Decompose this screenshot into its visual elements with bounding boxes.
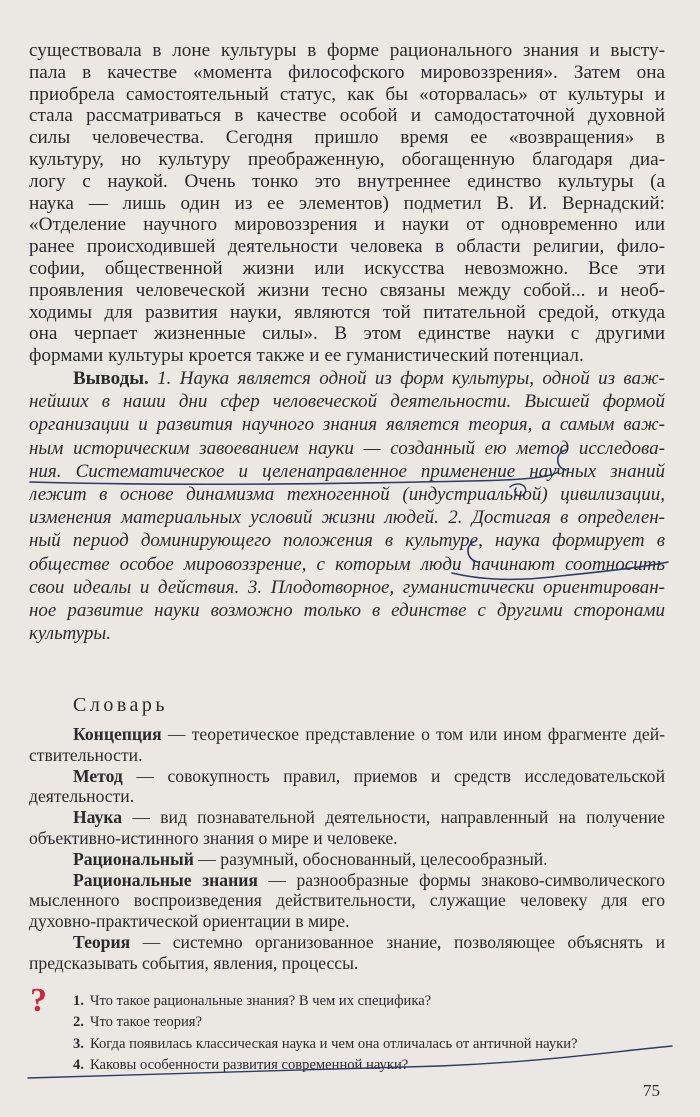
question-mark-icon: ? (30, 982, 47, 1019)
text-line: обществе особое мировоззрение, с которым люди начинают соотносить (29, 553, 665, 575)
glossary-term: Рациональный (73, 848, 194, 869)
text-line: ствительности. (29, 744, 143, 765)
text-line: стала рассматриваться в качестве особой и самодостаточной духовной (29, 105, 665, 127)
text-line: формами культуры кроется также и ее гуманистический потенциал. (29, 345, 584, 367)
conclusions-paragraph (29, 367, 665, 645)
text-line: приобрела самостоятельный статус, как бы «оторвалась» от культуры и (29, 83, 665, 105)
text-line: силы человечества. Сегодня пришло время ее «возвращения» в (29, 127, 665, 149)
glossary-term: Теория (73, 931, 131, 952)
glossary-definition: — разумный, обоснованный, целесообразный. (193, 848, 548, 869)
glossary-definition: — совокупность правил, приемов и средств исследовательской (122, 765, 665, 786)
glossary-definition: — вид познавательной деятельности, направленный на получение (122, 807, 665, 828)
text-line: существовала в лоне культуры в форме рационального знания и высту- (29, 40, 665, 61)
glossary-term: Метод (73, 765, 123, 786)
glossary-entry (29, 807, 665, 828)
conclusions-first-line (29, 367, 665, 390)
glossary-definition: — разнообразные формы знаково-символического (257, 869, 665, 890)
conclusions-text: 1. Наука является одной из форм культуры, одной из важ- (148, 368, 665, 389)
question-text: Что такое рациональные знания? В чем их специфика? (89, 993, 432, 1009)
question-item (73, 1034, 673, 1055)
text-line: объективно-истинного знания о мире и человеке. (29, 827, 398, 848)
review-questions (73, 991, 673, 1076)
text-line: ходимы для развития науки, являются той питательной средой, откуда (29, 301, 665, 323)
text-line: «Отделение научного мировоззрения и науки от одновременно или (29, 214, 665, 236)
glossary-entry (29, 724, 665, 745)
text-line: софии, общественной жизни или искусства невозможно. Все эти (29, 257, 665, 279)
text-line: проявления человеческой жизни тесно связаны между собой... и необ- (29, 279, 665, 301)
glossary (29, 724, 665, 974)
conclusions-label: Выводы. (73, 368, 149, 389)
text-line: нейших в наши дни сфер человеческой деятельности. Высшей формой (29, 391, 665, 413)
text-line: ния. Систематическое и целенаправленное применение научных знаний (29, 460, 665, 482)
glossary-term: Концепция (73, 724, 162, 744)
text-line: ранее происходившей деятельности человека в области религии, фило- (29, 236, 665, 258)
question-number: 4. (73, 1056, 84, 1073)
question-number: 3. (73, 1035, 84, 1052)
glossary-title: Словарь (73, 694, 168, 716)
text-line: ное развитие науки возможно только в единстве с другими сторонами (29, 599, 665, 621)
glossary-definition: — теоретическое представление о том или ином фрагменте дей- (161, 724, 665, 744)
glossary-entry (29, 849, 665, 870)
text-line: она черпает жизненные силы». В этом единстве науки с другими (29, 323, 665, 345)
glossary-entry (29, 932, 665, 953)
text-line: мысленного воспроизведения действительности, служащие человеку для его (29, 890, 665, 911)
text-line: пала в качестве «момента философского мировоззрения». Затем она (29, 61, 665, 83)
question-text: Что такое теория? (89, 1014, 202, 1031)
text-line: ным историческим завоеванием науки — созданный ею метод исследова- (29, 437, 665, 459)
question-number: 1. (73, 993, 84, 1009)
text-line: изменения материальных условий жизни людей. 2. Достигая в определен- (29, 507, 665, 529)
text-line: свои идеалы и действия. 3. Плодотворное, гуманистически ориентирован- (29, 576, 665, 598)
page-number: 75 (643, 1081, 660, 1100)
text-line: логу с наукой. Очень тонко это внутреннее единство культуры (а (29, 170, 665, 192)
question-number: 2. (73, 1014, 84, 1031)
question-item (73, 991, 673, 1012)
text-line: духовно-практической ориентации в мире. (29, 911, 350, 932)
text-line: предсказывать события, явления, процессы. (29, 952, 359, 973)
question-item (73, 1055, 673, 1076)
question-text: Каковы особенности развития современной науки? (89, 1056, 409, 1073)
glossary-entry (29, 766, 665, 787)
text-line: ный период доминирующего положения в культуре, наука формирует в (29, 530, 665, 552)
text-line: организации и развития научного знания является теория, а самым важ- (29, 414, 665, 436)
intro-paragraph (29, 40, 665, 367)
text-line: деятельности. (29, 786, 135, 807)
text-line: наука — лишь один из ее элементов) подметил В. И. Вернадский: (29, 192, 665, 214)
question-item (73, 1012, 673, 1033)
text-line: лежит в основе динамизма техногенной (индустриальной) цивилизации, (29, 483, 665, 505)
glossary-term: Наука (73, 807, 123, 828)
glossary-term: Рациональные знания (73, 869, 258, 890)
text-line: культуру, но культуру преображенную, обогащенную благодаря диа- (29, 148, 665, 170)
glossary-definition: — системно организованное знание, позволяющее объяснять и (130, 931, 665, 952)
question-text: Когда появилась классическая наука и чем она отличалась от античной науки? (89, 1035, 578, 1052)
text-line: культуры. (29, 623, 112, 645)
glossary-entry (29, 870, 665, 891)
